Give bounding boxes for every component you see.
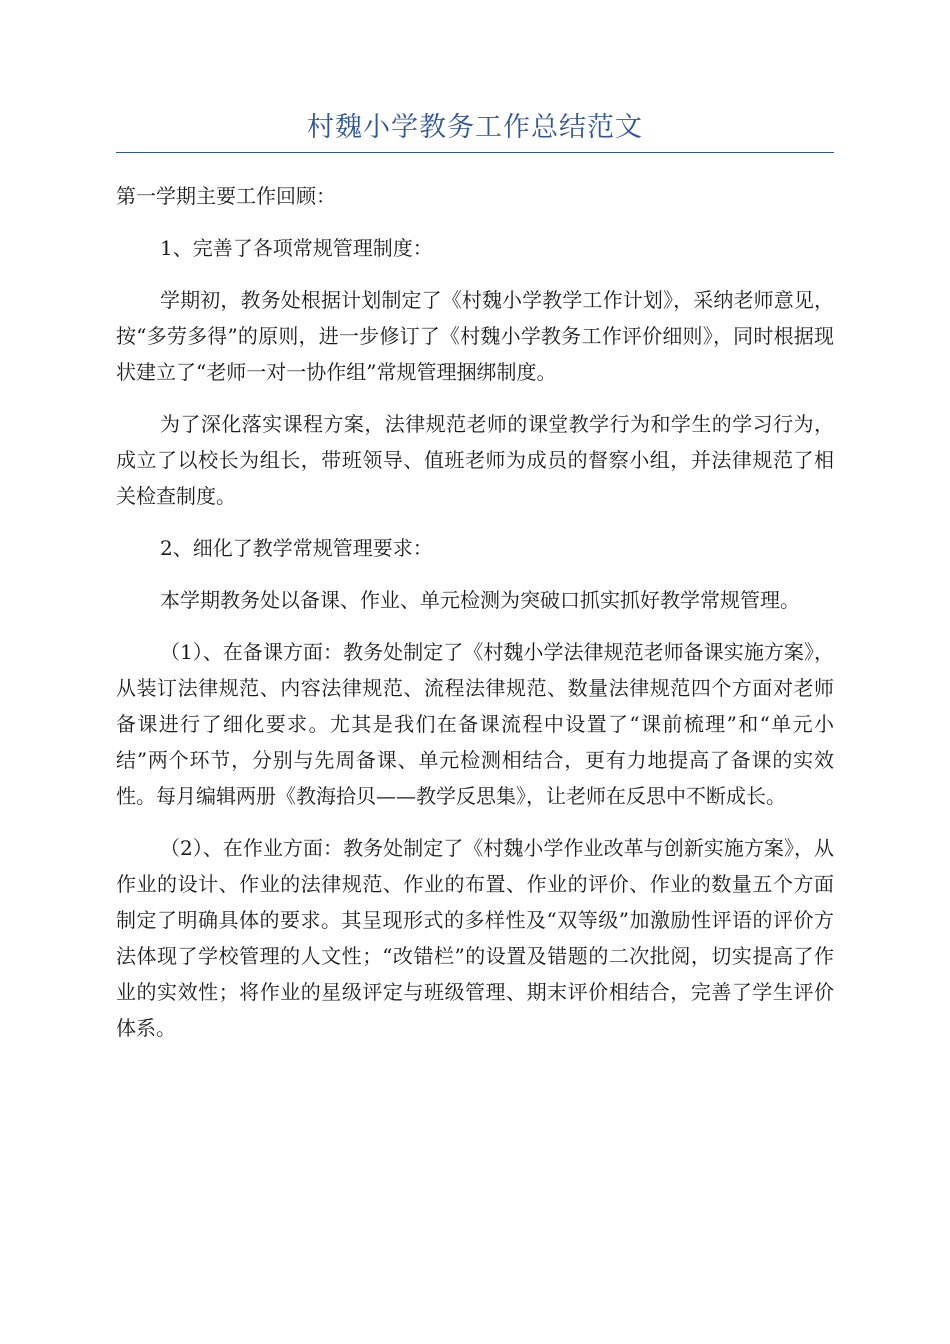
document-body [116,178,834,1062]
subheading-1: 1、完善了各项常规管理制度： [160,236,433,260]
paragraph-lesson-prep: （1）、在备课方面：教务处制定了《村魏小学法律规范老师备课实施方案》，从装订法律规范、内容法律规范、流程法律规范、数量法律规范四个方面对老师备课进行了细化要求。尤其是我们在备课流程中设置了“课前梳理”和“单元小结”两个环节，分别与先周备课、单元检测相结合，更有力地提高了备课的实效性。每月编辑两册《教海拾贝——教学反思集》，让老师在反思中不断成长。 [116,640,834,808]
section-heading: 第一学期主要工作回顾： [116,184,336,208]
paragraph-homework: （2）、在作业方面：教务处制定了《村魏小学作业改革与创新实施方案》，从作业的设计、作业的法律规范、作业的布置、作业的评价、作业的数量五个方面制定了明确具体的要求。其呈现形式的多样性及“双等级”加激励性评语的评价方法体现了学校管理的人文性；“改错栏”的设置及错题的二次批阅，切实提高了作业的实效性；将作业的星级评定与班级管理、期末评价相结合，完善了学生评价体系。 [116,836,834,1040]
paragraph-supervision: 为了深化落实课程方案，法律规范老师的课堂教学行为和学生的学习行为，成立了以校长为组长，带班领导、值班老师为成员的督察小组，并法律规范了相关检查制度。 [116,412,834,508]
paragraph-routine: 本学期教务处以备课、作业、单元检测为突破口抓实抓好教学常规管理。 [160,588,800,612]
document-title: 村魏小学教务工作总结范文 [307,112,643,143]
title-block [116,108,834,153]
subheading-2: 2、细化了教学常规管理要求： [160,536,433,560]
paragraph-plan: 学期初，教务处根据计划制定了《村魏小学教学工作计划》，采纳老师意见，按“多劳多得”的原则，进一步修订了《村魏小学教务工作评价细则》，同时根据现状建立了“老师一对一协作组”常规管理捆绑制度。 [116,288,834,384]
